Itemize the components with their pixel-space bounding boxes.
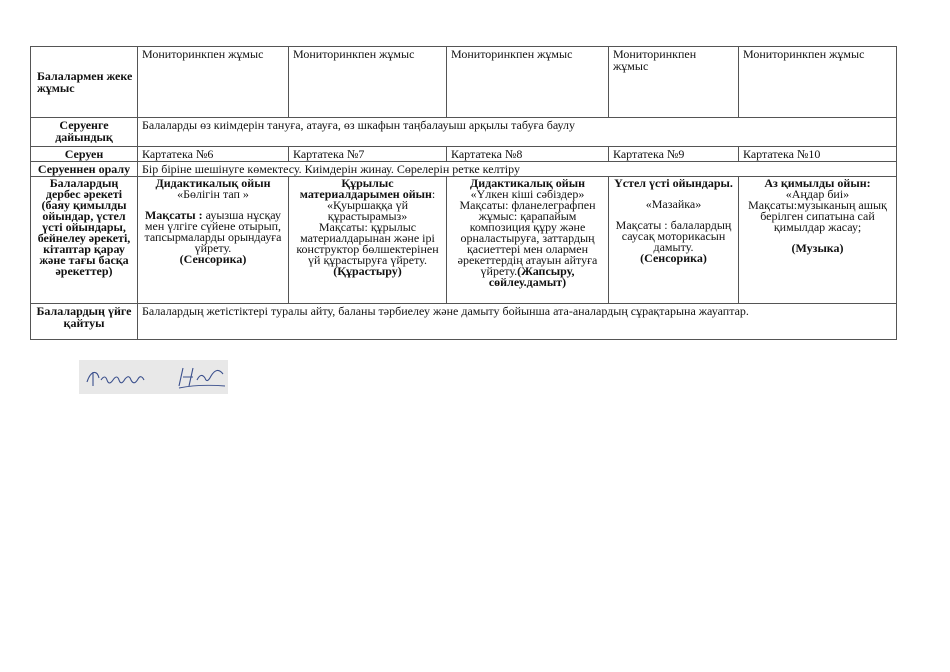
activity-cell — [609, 177, 739, 304]
table-cell: Мониторинкпен жұмыс — [138, 47, 289, 118]
activity-cell — [138, 177, 289, 304]
goal-label: Мақсаты : — [144, 208, 203, 222]
table-cell: Картатека №6 — [138, 147, 289, 162]
activity-name: «Мазайка» — [645, 197, 702, 211]
activity-title: Аз қимылды ойын: — [764, 176, 871, 190]
independent-activity-row — [31, 177, 897, 304]
going-home-row — [31, 304, 897, 340]
table-cell: Мониторинкпен жұмыс — [739, 47, 897, 118]
activity-cell — [447, 177, 609, 304]
activity-area: (Сенсорика) — [640, 251, 707, 265]
activity-area: (Құрастыру) — [333, 264, 402, 278]
walk-prep-row — [31, 118, 897, 147]
plan-table-container — [30, 46, 896, 340]
activity-goal: Мақсаты : балалардың саусақ моторикасын дамыту. — [615, 218, 732, 254]
table-cell: Картатека №10 — [739, 147, 897, 162]
handwritten-signature — [79, 360, 228, 394]
row-label: Балалармен жеке жұмыс — [31, 47, 138, 118]
activity-title: Құрылыс материалдарымен ойын — [299, 176, 432, 201]
activity-name: : «Қуыршаққа үй құрастырамыз» — [326, 187, 436, 223]
activity-title: Үстел үсті ойындары. — [614, 176, 733, 190]
table-cell: Балаларды өз киімдерін тануға, атауға, өз шкафын таңбалауыш арқылы табуға баулу — [138, 118, 897, 147]
table-cell: Бір біріне шешінуге көмектесу. Киімдерін жинау. Сөрелерін ретке келтіру — [138, 162, 897, 177]
daily-plan-table — [30, 46, 897, 340]
table-cell: Картатека №8 — [447, 147, 609, 162]
activity-area: (Сенсорика) — [179, 252, 247, 266]
walk-row — [31, 147, 897, 162]
activity-name: «Бөлігін тап » — [177, 187, 249, 201]
table-cell: Картатека №9 — [609, 147, 739, 162]
activity-goal: ауызша нұсқау мен үлгіге сүйене отырып, тапсырмаларды орындауға үйрету. — [144, 208, 282, 255]
return-row — [31, 162, 897, 177]
table-cell: Мониторинкпен жұмыс — [289, 47, 447, 118]
signature-stamp — [79, 360, 228, 394]
row-label: Серуен — [31, 147, 138, 162]
activity-area: (Жапсыру, сөйлеу.дамыт) — [488, 264, 575, 289]
activity-goal: Мақсаты: фланелеграфпен жұмыс: қарапайым композиция құру және орналастыруға, заттардың қасиеттері мен олармен әрекеттердің атауын айтуға үйрету. — [457, 198, 598, 278]
activity-title: Дидактикалық ойын — [155, 176, 271, 190]
activity-goal: Мақсаты:музыканың ашық берілген сипатына сай қимылдар жасау; — [748, 198, 887, 234]
activity-name: «Аңдар биі» — [785, 187, 850, 201]
table-cell: Картатека №7 — [289, 147, 447, 162]
activity-name: «Үлкен кіші сәбіздер» — [470, 187, 585, 201]
activity-goal: Мақсаты: құрылыс материалдарынан және ірі конструктор бөлшектерінен үй құрастыруға үйрету. — [296, 220, 439, 267]
table-cell: Мониторинкпен жұмыс — [447, 47, 609, 118]
row-label: Серуенге дайындық — [31, 118, 138, 147]
activity-title: Дидактикалық ойын — [469, 176, 585, 190]
activity-cell — [289, 177, 447, 304]
activity-area: (Музыка) — [791, 241, 844, 255]
activity-cell — [739, 177, 897, 304]
row-label: Балалардың дербес әрекеті (баяу қимылды ойындар, үстел үсті ойындары, бейнелеу әрекеті, кітаптар қарау және тағы басқа әрекеттер) — [31, 177, 138, 304]
individual-work-row — [31, 47, 897, 118]
table-cell: Мониторинкпен жұмыс — [609, 47, 739, 118]
row-label: Балалардың үйге қайтуы — [31, 304, 138, 340]
row-label: Серуеннен оралу — [31, 162, 138, 177]
table-cell: Балалардың жетістіктері туралы айту, баланы тәрбиелеу және дамыту бойынша ата-аналардың сұрақтарына жауаптар. — [138, 304, 897, 340]
